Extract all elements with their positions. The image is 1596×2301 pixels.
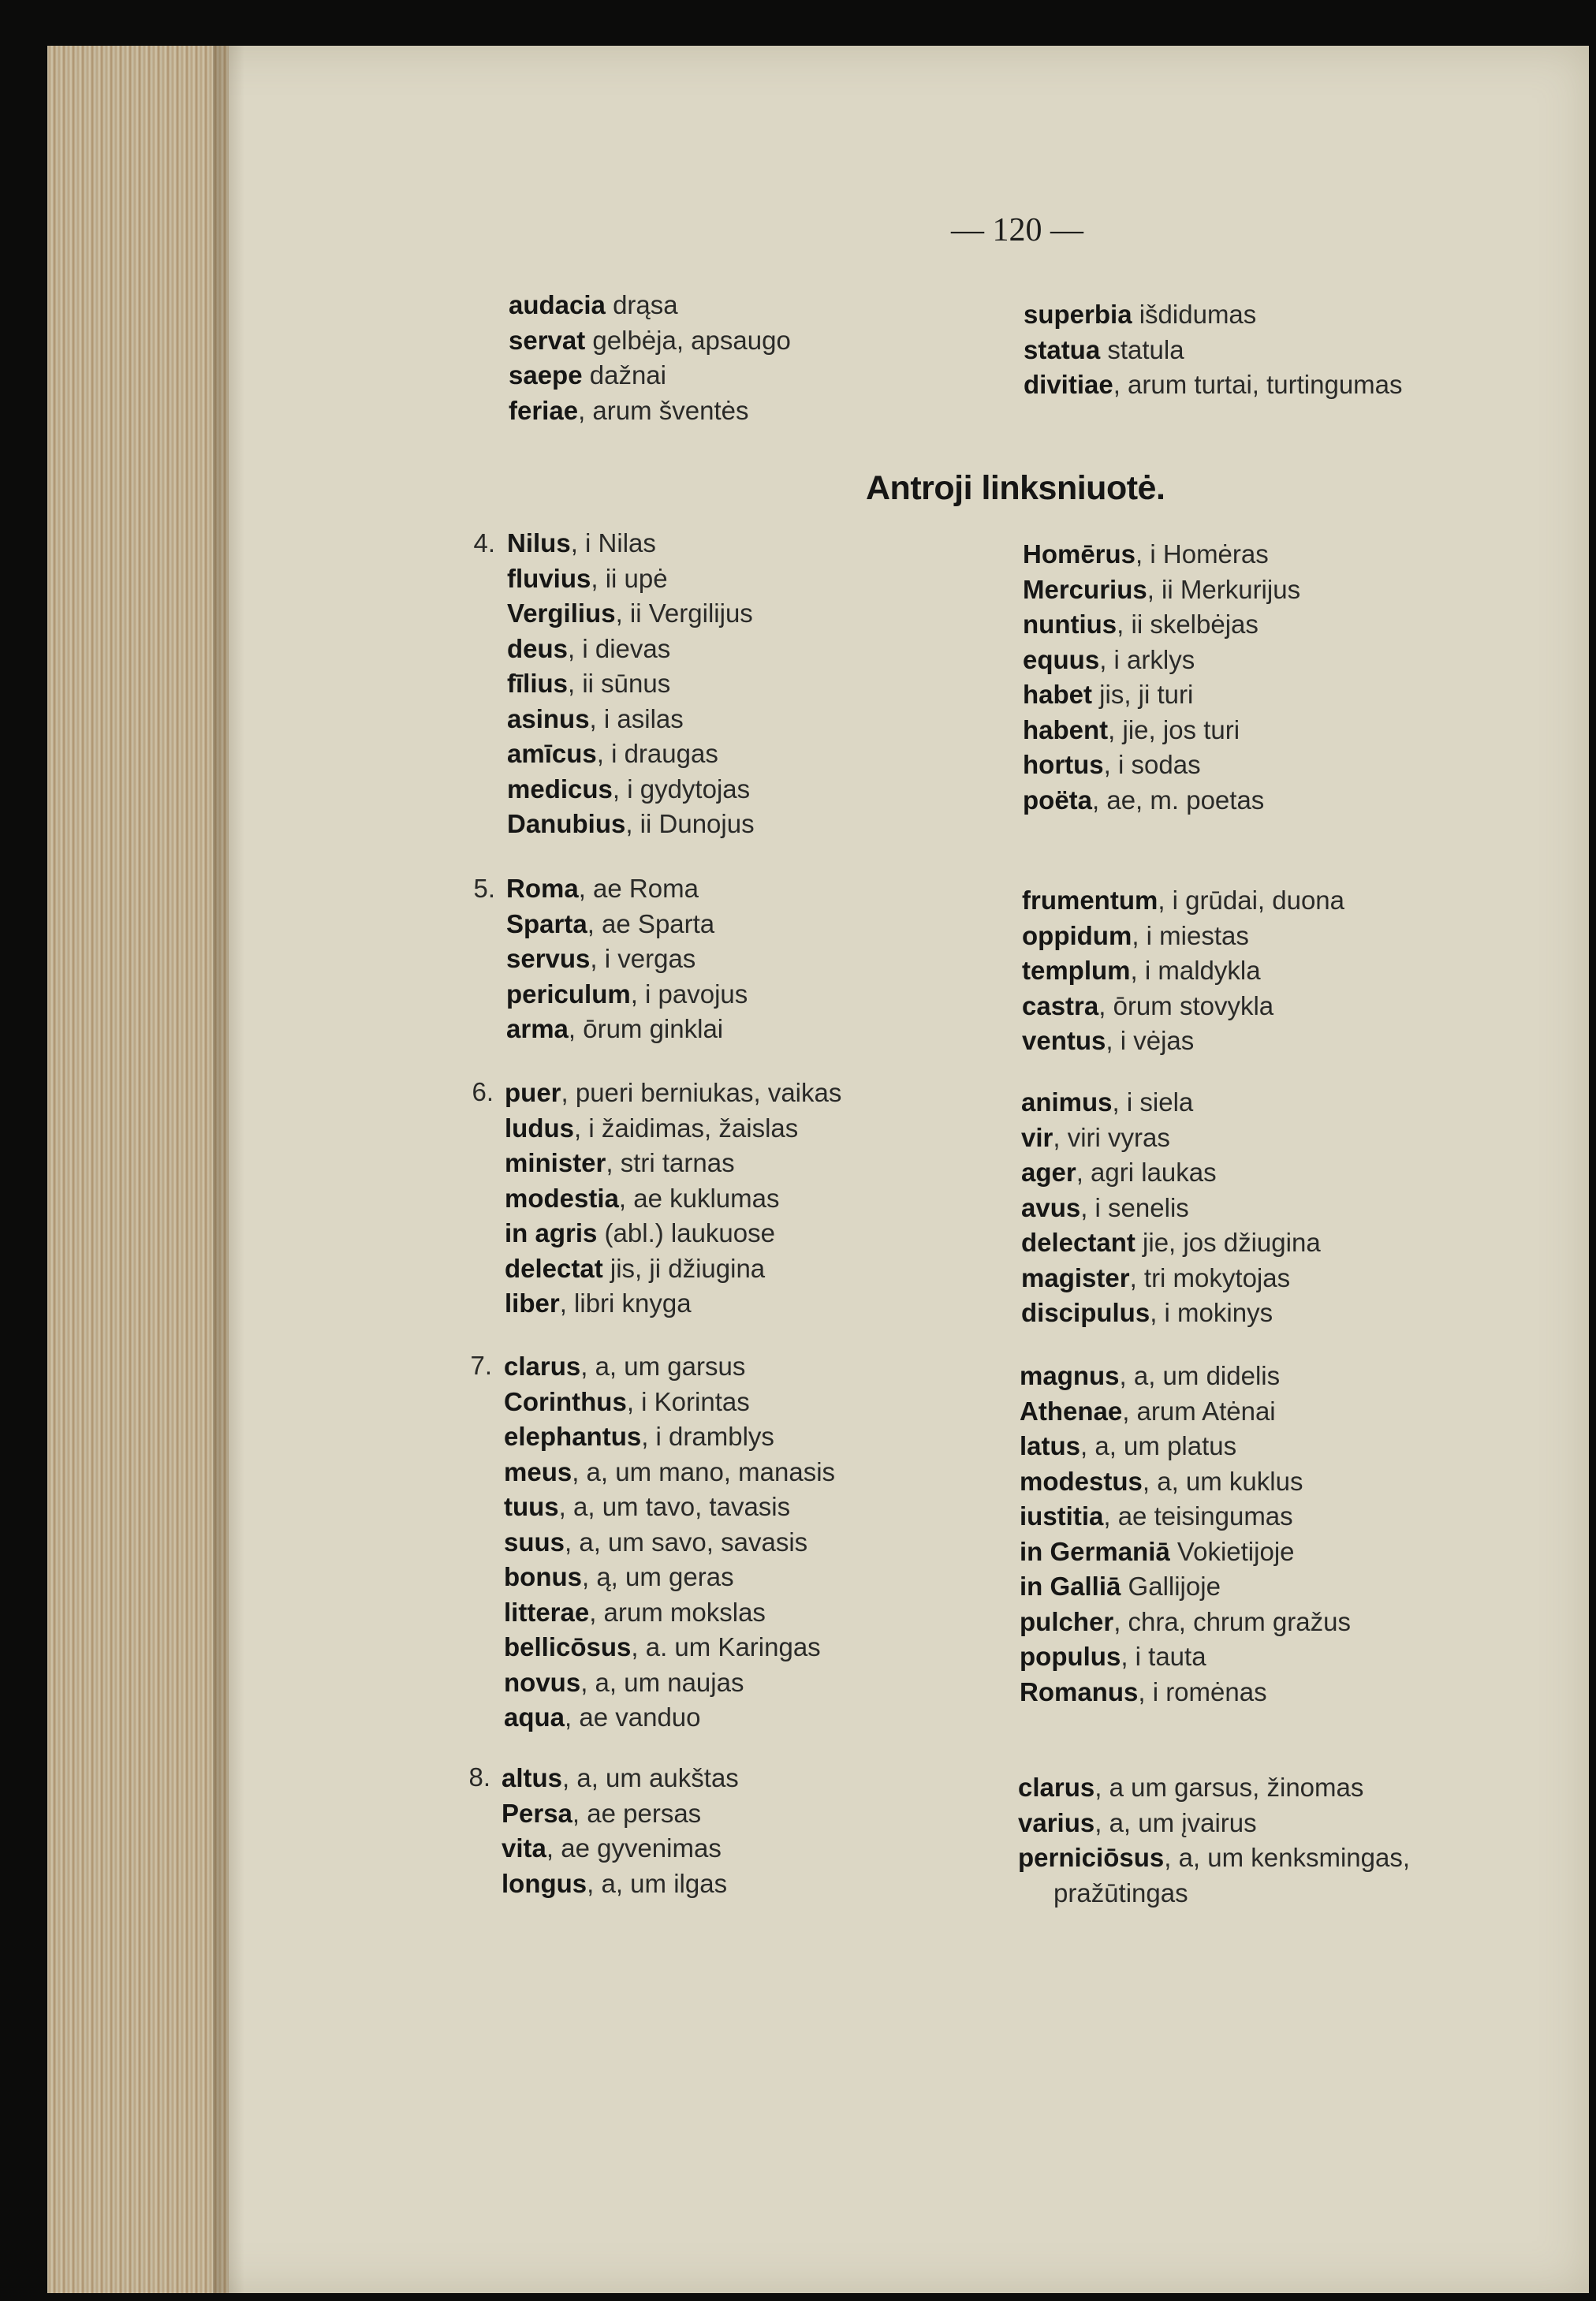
translation: , a, um naujas	[580, 1667, 744, 1697]
latin-term: delectant	[1021, 1228, 1135, 1257]
vocab-entry	[507, 526, 755, 561]
translation: jie, jos džiugina	[1135, 1228, 1321, 1257]
vocab-entry	[1024, 367, 1403, 403]
vocab-entry	[505, 1286, 841, 1322]
translation: Gallijoje	[1121, 1572, 1221, 1601]
vocab-entry	[1023, 643, 1300, 678]
latin-term: bonus	[504, 1562, 582, 1591]
latin-term: poëta	[1023, 785, 1093, 815]
latin-term: magister	[1021, 1262, 1130, 1292]
vocab-entry	[506, 907, 748, 942]
latin-term: tuus	[504, 1492, 559, 1521]
translation: , a, um įvairus	[1094, 1807, 1257, 1837]
vocab-entry	[504, 1455, 835, 1490]
latin-term: perniciōsus	[1018, 1843, 1165, 1872]
vocab-entry	[507, 632, 755, 667]
page-number: — 120 —	[951, 212, 1083, 248]
translation: drąsa	[605, 290, 678, 319]
vocab-entry	[509, 358, 791, 393]
section-7-left-column	[504, 1349, 835, 1736]
vocab-entry	[1018, 1840, 1410, 1876]
vocab-entry	[505, 1251, 841, 1287]
translation: , arum turtai, turtingumas	[1113, 370, 1403, 399]
translation: , a, um garsus	[580, 1352, 746, 1381]
vocab-entry	[1018, 1876, 1410, 1911]
vocab-entry	[1023, 537, 1300, 572]
latin-term: modestia	[505, 1183, 619, 1213]
latin-term: statua	[1024, 334, 1101, 364]
translation: , i dievas	[568, 633, 671, 663]
latin-term: castra	[1022, 990, 1099, 1020]
vocab-entry	[504, 1385, 835, 1420]
vocab-entry	[1020, 1675, 1351, 1710]
vocab-entry	[1020, 1464, 1351, 1500]
latin-term: habet	[1023, 680, 1093, 709]
translation: Vokietijoje	[1169, 1536, 1295, 1566]
vocab-entry	[1021, 1085, 1321, 1121]
latin-term: superbia	[1024, 300, 1132, 329]
translation: , i arklys	[1099, 644, 1195, 674]
translation: , i tauta	[1121, 1642, 1206, 1671]
latin-term: populus	[1020, 1642, 1121, 1671]
translation: , a, um platus	[1080, 1431, 1237, 1460]
section-number-8: 8.	[468, 1762, 490, 1792]
vocab-entry	[1018, 1770, 1410, 1806]
translation: , stri tarnas	[606, 1148, 735, 1177]
vocab-entry	[1020, 1639, 1351, 1675]
latin-term: hortus	[1023, 750, 1104, 779]
latin-term: deus	[507, 633, 569, 663]
latin-term: Nilus	[507, 528, 571, 558]
vocab-entry	[1022, 989, 1344, 1024]
translation: dažnai	[582, 360, 666, 390]
latin-term: Danubius	[507, 809, 626, 838]
vocab-entry	[1020, 1605, 1351, 1640]
vocab-entry	[509, 323, 791, 359]
vocab-entry	[1024, 297, 1403, 333]
translation: , i dramblys	[641, 1422, 774, 1451]
translation: , i sodas	[1103, 750, 1201, 779]
translation: statula	[1100, 334, 1184, 364]
translation: , i romėnas	[1138, 1676, 1267, 1706]
translation: , agri laukas	[1076, 1158, 1217, 1187]
section-8-right-column	[1018, 1770, 1410, 1911]
latin-term: avus	[1021, 1192, 1081, 1222]
translation: , a, um tavo, tavasis	[558, 1492, 791, 1521]
latin-term: fīlius	[507, 669, 569, 698]
latin-term: ager	[1021, 1158, 1076, 1187]
translation: , ae kuklumas	[618, 1183, 780, 1213]
vocab-entry	[1021, 1121, 1321, 1156]
latin-term: Persa	[502, 1798, 572, 1828]
vocab-entry	[1021, 1296, 1321, 1331]
translation: pražūtingas	[1053, 1878, 1188, 1908]
latin-term: suus	[504, 1527, 565, 1557]
latin-term: Corinthus	[504, 1386, 627, 1416]
translation: , ii Dunojus	[625, 809, 755, 838]
latin-term: servat	[509, 325, 586, 355]
vocab-entry	[505, 1146, 841, 1181]
intro-right-column	[1024, 297, 1403, 403]
binding-shadow	[213, 46, 244, 2293]
latin-term: ventus	[1022, 1026, 1106, 1055]
section-4-right-column	[1023, 537, 1300, 818]
vocab-entry	[504, 1700, 835, 1736]
translation: , chra, chrum gražus	[1113, 1606, 1351, 1636]
translation: , ae vanduo	[565, 1702, 701, 1732]
latin-term: habent	[1023, 714, 1109, 744]
vocab-entry	[504, 1419, 835, 1455]
latin-term: meus	[504, 1456, 572, 1486]
vocab-entry	[504, 1560, 835, 1595]
latin-term: clarus	[1018, 1773, 1095, 1802]
vocab-entry	[1020, 1394, 1351, 1430]
vocab-entry	[504, 1525, 835, 1561]
section-heading: Antroji linksniuotė.	[866, 469, 1165, 507]
vocab-entry	[506, 977, 748, 1013]
vocab-entry	[507, 807, 755, 842]
latin-term: medicus	[507, 774, 613, 804]
latin-term: amīcus	[507, 739, 597, 768]
latin-term: saepe	[509, 360, 583, 390]
latin-term: nuntius	[1023, 610, 1117, 639]
translation: , i mokinys	[1150, 1298, 1273, 1327]
vocab-entry	[1020, 1429, 1351, 1464]
translation: , a um garsus, žinomas	[1094, 1773, 1364, 1802]
translation: (abl.) laukuose	[597, 1218, 775, 1247]
vocab-entry	[504, 1630, 835, 1665]
vocab-entry	[505, 1216, 841, 1251]
translation: , libri knyga	[559, 1288, 692, 1318]
latin-term: oppidum	[1022, 920, 1132, 950]
vocab-entry	[1023, 607, 1300, 643]
section-4-left-column	[507, 526, 755, 842]
translation: , ą, um geras	[581, 1562, 734, 1591]
latin-term: latus	[1020, 1431, 1081, 1460]
latin-term: pulcher	[1020, 1606, 1114, 1636]
section-number-5: 5.	[473, 874, 495, 903]
vocab-entry	[505, 1111, 841, 1147]
translation: išdidumas	[1132, 300, 1257, 329]
translation: , i pavojus	[630, 979, 748, 1009]
latin-term: Vergilius	[507, 599, 616, 628]
translation: , a, um ilgas	[587, 1868, 728, 1898]
latin-term: Roma	[506, 874, 579, 903]
latin-term: Sparta	[506, 908, 587, 938]
vocab-entry	[507, 737, 755, 772]
translation: , ii Vergilijus	[615, 599, 753, 628]
translation: , ae persas	[572, 1798, 702, 1828]
translation: , i vėjas	[1106, 1026, 1195, 1055]
latin-term: minister	[505, 1148, 606, 1177]
latin-term: fluvius	[507, 563, 591, 593]
translation: , arum Atėnai	[1122, 1396, 1276, 1426]
vocab-entry	[1018, 1806, 1410, 1841]
vocab-entry	[1020, 1535, 1351, 1570]
vocab-entry	[504, 1665, 835, 1701]
latin-term: periculum	[506, 979, 631, 1009]
translation: jis, ji turi	[1092, 680, 1194, 709]
translation: , ae, m. poetas	[1092, 785, 1265, 815]
latin-term: Romanus	[1020, 1676, 1139, 1706]
vocab-entry	[1023, 713, 1300, 748]
translation: , i vergas	[590, 944, 696, 973]
translation: , i gydytojas	[612, 774, 751, 804]
translation: , ae Roma	[578, 874, 699, 903]
latin-term: equus	[1023, 644, 1100, 674]
latin-term: magnus	[1020, 1361, 1120, 1390]
vocab-entry	[507, 702, 755, 737]
latin-term: novus	[504, 1667, 581, 1697]
latin-term: puer	[505, 1078, 561, 1107]
translation: , pueri berniukas, vaikas	[561, 1078, 842, 1107]
vocab-entry	[504, 1349, 835, 1385]
section-number-4: 4.	[473, 528, 495, 558]
vocab-entry	[502, 1867, 739, 1902]
latin-term: Athenae	[1020, 1396, 1123, 1426]
latin-term: vir	[1021, 1122, 1053, 1152]
vocab-entry	[1021, 1225, 1321, 1261]
vocab-entry	[505, 1181, 841, 1217]
vocab-entry	[1023, 572, 1300, 608]
vocab-entry	[1021, 1261, 1321, 1296]
translation: , tri mokytojas	[1129, 1262, 1291, 1292]
translation: , ae Sparta	[587, 908, 715, 938]
section-5-right-column	[1022, 883, 1344, 1059]
vocab-entry	[1022, 919, 1344, 954]
translation: , ōrum stovykla	[1098, 990, 1274, 1020]
vocab-entry	[507, 561, 755, 597]
translation: , i Homėras	[1135, 539, 1269, 569]
section-number-6: 6.	[472, 1077, 494, 1106]
latin-term: servus	[506, 944, 591, 973]
section-7-right-column	[1020, 1359, 1351, 1710]
latin-term: Homērus	[1023, 539, 1136, 569]
vocab-entry	[509, 393, 791, 429]
translation: , ae teisingumas	[1103, 1501, 1293, 1531]
latin-term: feriae	[509, 395, 579, 425]
latin-term: clarus	[504, 1352, 581, 1381]
vocab-entry	[1024, 333, 1403, 368]
translation: , i senelis	[1080, 1192, 1189, 1222]
latin-term: litterae	[504, 1597, 590, 1627]
vocab-entry	[1021, 1191, 1321, 1226]
translation: , i žaidimas, žaislas	[574, 1113, 799, 1143]
vocab-entry	[502, 1796, 739, 1832]
latin-term: longus	[502, 1868, 587, 1898]
translation: , i siela	[1112, 1087, 1194, 1117]
latin-term: Mercurius	[1023, 574, 1147, 604]
translation: , i grūdai, duona	[1158, 886, 1345, 915]
latin-term: divitiae	[1024, 370, 1113, 399]
vocab-entry	[1020, 1359, 1351, 1394]
vocab-entry	[1020, 1499, 1351, 1535]
latin-term: discipulus	[1021, 1298, 1150, 1327]
vocab-entry	[504, 1490, 835, 1525]
vocab-entry	[1021, 1155, 1321, 1191]
latin-term: frumentum	[1022, 886, 1158, 915]
translation: gelbėja, apsaugo	[585, 325, 791, 355]
vocab-entry	[507, 596, 755, 632]
vocab-entry	[506, 871, 748, 907]
page-stack-edge	[47, 46, 229, 2293]
translation: , ii Merkurijus	[1147, 574, 1301, 604]
latin-term: elephantus	[504, 1422, 642, 1451]
translation: , a, um mano, manasis	[572, 1456, 836, 1486]
vocab-entry	[1023, 783, 1300, 819]
translation: , i draugas	[596, 739, 718, 768]
vocab-entry	[502, 1831, 739, 1867]
vocab-entry	[1022, 953, 1344, 989]
latin-term: audacia	[509, 290, 606, 319]
vocab-entry	[502, 1761, 739, 1796]
latin-term: aqua	[504, 1702, 565, 1732]
translation: , a, um kuklus	[1142, 1466, 1303, 1496]
translation: , arum šventės	[578, 395, 749, 425]
vocab-entry	[507, 772, 755, 807]
vocab-entry	[1022, 1024, 1344, 1059]
vocab-entry	[505, 1076, 841, 1111]
translation: , ii sūnus	[568, 669, 671, 698]
latin-term: liber	[505, 1288, 560, 1318]
latin-term: vita	[502, 1833, 546, 1863]
section-6-right-column	[1021, 1085, 1321, 1331]
section-6-left-column	[505, 1076, 841, 1322]
latin-term: bellicōsus	[504, 1632, 632, 1661]
latin-term: varius	[1018, 1807, 1095, 1837]
vocab-entry	[506, 942, 748, 977]
translation: , a, um aukštas	[562, 1763, 739, 1792]
section-5-left-column	[506, 871, 748, 1047]
section-number-7: 7.	[470, 1351, 492, 1380]
latin-term: delectat	[505, 1253, 603, 1283]
translation: , jie, jos turi	[1108, 714, 1240, 744]
vocab-entry	[1022, 883, 1344, 919]
latin-term: animus	[1021, 1087, 1113, 1117]
latin-term: in Germaniā	[1020, 1536, 1170, 1566]
translation: , a, um kenksmingas,	[1164, 1843, 1411, 1872]
translation: , a, um didelis	[1119, 1361, 1281, 1390]
translation: , i Korintas	[626, 1386, 750, 1416]
translation: , a. um Karingas	[631, 1632, 821, 1661]
latin-term: arma	[506, 1014, 569, 1043]
latin-term: asinus	[507, 703, 590, 733]
translation: , i maldykla	[1130, 956, 1261, 985]
vocab-entry	[507, 666, 755, 702]
intro-left-column	[509, 288, 791, 428]
latin-term: modestus	[1020, 1466, 1143, 1496]
translation: , ae gyvenimas	[546, 1833, 722, 1863]
latin-term: ludus	[505, 1113, 574, 1143]
translation: , i miestas	[1132, 920, 1249, 950]
vocab-entry	[504, 1595, 835, 1631]
vocab-entry	[506, 1012, 748, 1047]
translation: , i Nilas	[570, 528, 656, 558]
latin-term: altus	[502, 1763, 563, 1792]
latin-term: templum	[1022, 956, 1131, 985]
vocab-entry	[1020, 1569, 1351, 1605]
vocab-entry	[1023, 748, 1300, 783]
section-8-left-column	[502, 1761, 739, 1901]
translation: , ii upė	[591, 563, 668, 593]
vocab-entry	[1023, 677, 1300, 713]
latin-term: in agris	[505, 1218, 598, 1247]
translation: , ōrum ginklai	[568, 1014, 724, 1043]
vocab-entry	[509, 288, 791, 323]
latin-term: in Galliā	[1020, 1572, 1121, 1601]
translation: , i asilas	[589, 703, 684, 733]
translation: , arum mokslas	[589, 1597, 766, 1627]
translation: jis, ji džiugina	[602, 1253, 766, 1283]
translation: , ii skelbėjas	[1117, 610, 1259, 639]
translation: , viri vyras	[1053, 1122, 1170, 1152]
latin-term: iustitia	[1020, 1501, 1104, 1531]
translation: , a, um savo, savasis	[565, 1527, 808, 1557]
